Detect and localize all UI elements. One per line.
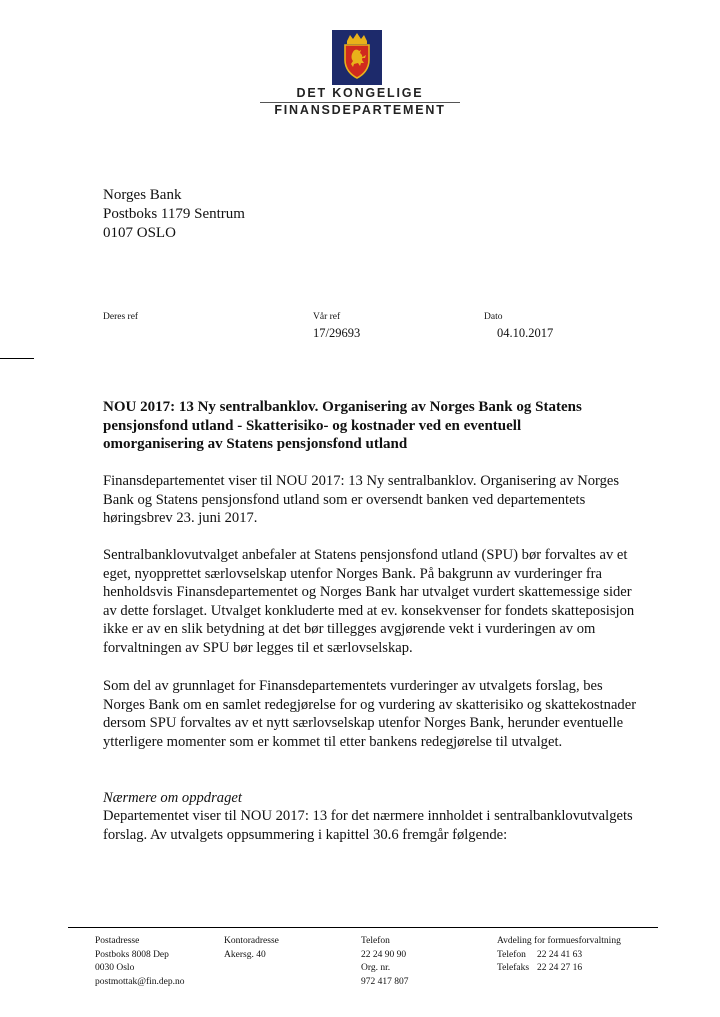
- footer-phone: [361, 935, 409, 989]
- fold-mark: [0, 358, 34, 359]
- deres-ref-label: Deres ref: [103, 312, 139, 322]
- var-ref-value: 17/29693: [313, 326, 361, 340]
- telefon-label: Telefon: [361, 936, 390, 946]
- date-value: 04.10.2017: [497, 326, 554, 340]
- date-label: Dato: [484, 312, 503, 322]
- postadresse-line1: Postboks 8008 Dep: [95, 949, 169, 960]
- recipient-postcode: 0107 OSLO: [103, 225, 176, 241]
- footer-department: [497, 935, 621, 976]
- postadresse-line2: 0030 Oslo: [95, 963, 135, 973]
- footer-postal-address: [95, 935, 185, 989]
- body-paragraph-3: Som del av grunnlaget for Finansdepartementets vurderinger av utvalgets forslag, bes Norges Bank om en samlet redegjørelse for og vurdering av skatterisiko og skattekostnader dersom SPU forvaltes av et nytt særlovselskap utenfor Norges Bank, herunder eventuelle ytterligere momenter som er kommet til etter bankens redegjørelse til utvalget.: [103, 678, 637, 750]
- kontoradresse-label: Kontoradresse: [224, 936, 279, 946]
- var-ref-label: Vår ref: [313, 312, 341, 322]
- telefon-value: 22 24 90 90: [361, 949, 407, 960]
- orgnr-value: 972 417 807: [361, 976, 409, 987]
- footer-office-address: [224, 935, 279, 962]
- postmottak-email: postmottak@fin.dep.no: [95, 976, 185, 987]
- avd-telefon-label: Telefon: [497, 949, 526, 960]
- letter-subject: NOU 2017: 13 Ny sentralbanklov. Organisering av Norges Bank og Statens pensjonsfond utland - Skatterisiko- og kostnader ved en eventuell omorganisering av Statens pensjonsfond utland: [103, 399, 582, 453]
- avd-telefaks-value: 22 24 27 16: [537, 963, 583, 973]
- avdeling-label: Avdeling for formuesforvaltning: [497, 936, 621, 946]
- coat-of-arms-icon: [332, 30, 382, 85]
- postadresse-label: Postadresse: [95, 936, 140, 946]
- orgnr-label: Org. nr.: [361, 963, 391, 973]
- body-paragraph-1: Finansdepartementet viser til NOU 2017: 13 Ny sentralbanklov. Organisering av Norges Bank og Statens pensjonsfond utland som er oversendt banken ved departementets høringsbrev 23. juni 2017.: [103, 473, 620, 527]
- footer-divider: [68, 927, 658, 928]
- department-name-line1: DET KONGELIGE: [296, 86, 424, 100]
- recipient-name: Norges Bank: [103, 187, 182, 203]
- body-paragraph-2: Sentralbanklovutvalget anbefaler at Statens pensjonsfond utland (SPU) bør forvaltes av et eget, nyopprettet særlovselskap utenfor Norges Bank. På bakgrunn av vurderinger fra henholdsvis Finansdepartementet og Norges Bank har utvalget vurdert skattemessige sider av dette forslaget. Utvalget konkluderte med at ev. konsekvenser for fondets skatteposisjon ikke er av en slik betydning at det bør tillegges avgjørende vekt i vurderingen av om forvaltningen av SPU bør legges til et særlovselskap.: [103, 547, 635, 656]
- avd-telefon-value: 22 24 41 63: [537, 949, 583, 960]
- kontoradresse-line1: Akersg. 40: [224, 949, 266, 960]
- recipient-address: Postboks 1179 Sentrum: [103, 206, 245, 222]
- department-name-line2: FINANSDEPARTEMENT: [260, 102, 460, 117]
- body-paragraph-4: Departementet viser til NOU 2017: 13 for det nærmere innholdet i sentralbanklovutvalgets forslag. Av utvalgets oppsummering i kapittel 30.6 fremgår følgende:: [103, 808, 633, 843]
- section-heading: Nærmere om oppdraget: [103, 790, 242, 806]
- avd-telefaks-label: Telefaks: [497, 963, 530, 973]
